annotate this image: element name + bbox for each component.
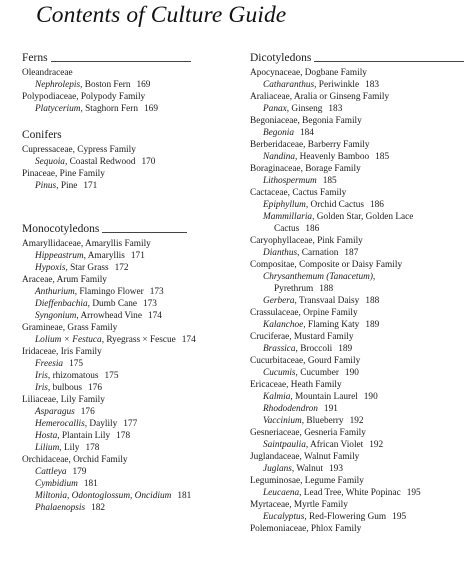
section-heading xyxy=(22,222,240,236)
family-name: Cactaceae, Cactus Family xyxy=(250,188,347,198)
page-number: 173 xyxy=(149,287,164,297)
toc-entry[interactable] xyxy=(22,382,240,394)
toc-entry[interactable] xyxy=(22,79,240,91)
page-number: 184 xyxy=(299,128,314,138)
scientific-name: Hosta xyxy=(35,431,58,441)
page-number: 172 xyxy=(114,263,129,273)
family-name: Araliaceae, Aralia or Ginseng Family xyxy=(250,92,390,102)
common-name: , Blueberry xyxy=(301,416,344,426)
scientific-name: Phalaenopsis xyxy=(35,503,86,513)
toc-entry[interactable] xyxy=(250,403,472,415)
common-name: , Plantain Lily xyxy=(57,431,111,441)
scientific-name: Lolium × Festuca xyxy=(35,335,102,345)
common-name: , Staghorn Fern xyxy=(80,104,139,114)
scientific-name: Saintpaulia xyxy=(263,440,306,450)
toc-entry[interactable] xyxy=(22,262,240,274)
page-number: 186 xyxy=(369,200,384,210)
toc-entry[interactable] xyxy=(22,358,240,370)
toc-entry[interactable] xyxy=(250,343,472,355)
toc-entry[interactable] xyxy=(22,430,240,442)
scientific-name: Kalmia xyxy=(263,392,291,402)
toc-section xyxy=(250,51,472,535)
right-column xyxy=(250,51,472,535)
common-name: , Walnut xyxy=(291,464,324,474)
family-name: Araceae, Arum Family xyxy=(22,275,107,285)
family-name: Cucurbitaceae, Gourd Family xyxy=(250,356,361,366)
toc-section xyxy=(22,128,240,192)
scientific-name: Pinus xyxy=(35,181,57,191)
toc-entry[interactable] xyxy=(22,502,240,514)
toc-entry[interactable] xyxy=(250,415,472,427)
page-number: 181 xyxy=(83,479,98,489)
family-name: Gesneriaceae, Gesneria Family xyxy=(250,428,366,438)
toc-entry[interactable] xyxy=(22,478,240,490)
common-name: Pyrethrum xyxy=(274,284,314,294)
common-name: , Transvaal Daisy xyxy=(294,296,360,306)
scientific-name: Miltonia, Odontoglossum, Oncidium xyxy=(35,491,172,501)
page-number: 174 xyxy=(147,311,162,321)
toc-entry[interactable] xyxy=(22,466,240,478)
toc-entry[interactable] xyxy=(22,334,240,346)
section-heading-label: Monocotyledons xyxy=(22,223,100,235)
toc-entry[interactable] xyxy=(22,442,240,454)
scientific-name: Cattleya xyxy=(35,467,67,477)
common-name: , Coastal Redwood xyxy=(64,157,136,167)
common-name: , Flamingo Flower xyxy=(74,287,144,297)
toc-section xyxy=(22,222,240,514)
toc-entry[interactable] xyxy=(250,211,472,223)
page-number: 189 xyxy=(365,320,380,330)
page-number: 177 xyxy=(123,419,138,429)
family-name: Ericaceae, Heath Family xyxy=(250,380,342,390)
toc-entry[interactable] xyxy=(250,151,472,163)
page-number: 189 xyxy=(338,344,353,354)
common-name: , Golden Star, Golden Lace xyxy=(312,212,414,222)
common-name: , Lily xyxy=(59,443,80,453)
page-number: 186 xyxy=(305,224,320,234)
toc-entry[interactable] xyxy=(250,79,472,91)
scientific-name: Hippeastrum xyxy=(35,251,84,261)
toc-entry[interactable] xyxy=(250,199,472,211)
common-name: , Red-Flowering Gum xyxy=(304,512,387,522)
toc-entry[interactable] xyxy=(22,418,240,430)
common-name: , Carnation xyxy=(297,248,339,258)
toc-entry[interactable] xyxy=(22,298,240,310)
page-number: 187 xyxy=(344,248,359,258)
scientific-name: Cymbidium xyxy=(35,479,78,489)
toc-entry[interactable] xyxy=(22,370,240,382)
family-name: Polypodiaceae, Polypody Family xyxy=(22,92,146,102)
page-number: 195 xyxy=(406,488,421,498)
scientific-name: Syngonium xyxy=(35,311,77,321)
common-name: , Boston Fern xyxy=(80,80,131,90)
page-number: 176 xyxy=(88,383,102,393)
page-number: 171 xyxy=(83,181,98,191)
page-number: 178 xyxy=(116,431,131,441)
scientific-name: Eucalyptus xyxy=(263,512,305,522)
family-name: Iridaceae, Iris Family xyxy=(22,347,102,357)
common-name: , Mountain Laurel xyxy=(290,392,358,402)
page-number: 192 xyxy=(349,416,364,426)
toc-entry[interactable] xyxy=(250,223,472,235)
family-name: Begoniaceae, Begonia Family xyxy=(250,116,362,126)
page-number: 188 xyxy=(365,296,380,306)
scientific-name: Lilium xyxy=(35,443,60,453)
common-name: , Lead Tree, White Popinac xyxy=(299,488,401,498)
page-number: 171 xyxy=(130,251,145,261)
scientific-name: Freesia xyxy=(35,359,64,369)
page-number: 181 xyxy=(177,491,192,501)
family-name: Oleandraceae xyxy=(22,68,73,78)
common-name: , Ginseng xyxy=(286,104,323,114)
toc-entry[interactable] xyxy=(250,103,472,115)
scientific-name: Rhododendron xyxy=(263,404,318,414)
toc-entry[interactable] xyxy=(250,283,472,295)
section-heading-label: Ferns xyxy=(22,52,48,64)
toc-entry[interactable] xyxy=(22,250,240,262)
toc-entry[interactable] xyxy=(22,156,240,168)
page-number: 174 xyxy=(181,335,196,345)
toc-entry[interactable] xyxy=(22,286,240,298)
page-number: 192 xyxy=(369,440,384,450)
heading-rule xyxy=(51,61,191,62)
page-number: 169 xyxy=(144,104,158,114)
toc-entry[interactable] xyxy=(22,180,240,192)
page-number: 185 xyxy=(322,176,337,186)
family-name: Boraginaceae, Borage Family xyxy=(250,164,361,174)
toc-section xyxy=(22,51,240,115)
page-number: 193 xyxy=(329,464,343,474)
scientific-name: Brassica xyxy=(263,344,296,354)
page-number: 185 xyxy=(375,152,390,162)
scientific-name: Epiphyllum xyxy=(263,200,306,210)
page-number: 175 xyxy=(69,359,84,369)
page-number: 183 xyxy=(328,104,343,114)
toc-entry[interactable] xyxy=(250,271,472,283)
page-number: 179 xyxy=(72,467,87,477)
heading-rule xyxy=(314,61,464,62)
scientific-name: Leucaena xyxy=(263,488,300,498)
scientific-name: Begonia xyxy=(263,128,294,138)
scientific-name: Hypoxis xyxy=(35,263,66,273)
common-name: , Cucumber xyxy=(295,368,339,378)
page-title: Contents of Culture Guide xyxy=(36,2,287,28)
toc-entry[interactable] xyxy=(250,367,472,379)
scientific-name: Anthurium xyxy=(35,287,75,297)
common-name: , Periwinkle xyxy=(314,80,360,90)
page-number: 170 xyxy=(141,157,156,167)
common-name: , Ryegrass × Fescue xyxy=(101,335,176,345)
family-name: Compositae, Composite or Daisy Family xyxy=(250,260,403,270)
page-number: 191 xyxy=(323,404,338,414)
common-name: , Flaming Katy xyxy=(303,320,360,330)
scientific-name: Panax xyxy=(263,104,287,114)
section-heading xyxy=(22,51,240,65)
page-number: 190 xyxy=(363,392,378,402)
common-name: , Dumb Cane xyxy=(87,299,137,309)
scientific-name: Gerbera xyxy=(263,296,295,306)
common-name: , Pine xyxy=(56,181,78,191)
family-name: Crassulaceae, Orpine Family xyxy=(250,308,358,318)
common-name: , rhizomatous xyxy=(47,371,99,381)
scientific-name: Catharanthus xyxy=(263,80,315,90)
scientific-name: Platycerium xyxy=(35,104,81,114)
family-name: Amaryllidaceae, Amaryllis Family xyxy=(22,239,151,249)
common-name: , Orchid Cactus xyxy=(305,200,364,210)
family-name: Gramineae, Grass Family xyxy=(22,323,118,333)
page-number: 175 xyxy=(104,371,119,381)
page-number: 178 xyxy=(85,443,100,453)
toc-entry[interactable] xyxy=(250,319,472,331)
toc-entry[interactable] xyxy=(250,127,472,139)
scientific-name: Dieffenbachia xyxy=(35,299,88,309)
scientific-name: Chrysanthemum (Tanacetum), xyxy=(263,272,376,282)
toc-entry[interactable] xyxy=(250,175,472,187)
family-name: Apocynaceae, Dogbane Family xyxy=(250,68,367,78)
common-name: , Heavenly Bamboo xyxy=(295,152,370,162)
left-column xyxy=(22,51,240,514)
page-number: 183 xyxy=(365,80,380,90)
section-heading xyxy=(22,128,240,142)
toc-entry[interactable] xyxy=(250,487,472,499)
page-number: 173 xyxy=(143,299,157,309)
scientific-name: Hemerocallis xyxy=(35,419,85,429)
common-name: , Amaryllis xyxy=(83,251,125,261)
toc-entry[interactable] xyxy=(250,463,472,475)
scientific-name: Mammillaria xyxy=(263,212,313,222)
common-name: , bulbous xyxy=(47,383,83,393)
section-heading-label: Conifers xyxy=(22,129,62,141)
scientific-name: Lithospermum xyxy=(263,176,317,186)
heading-rule xyxy=(102,232,187,233)
toc-entry[interactable] xyxy=(22,103,240,115)
section-heading xyxy=(250,51,472,65)
toc-entry[interactable] xyxy=(22,406,240,418)
family-name: Cruciferae, Mustard Family xyxy=(250,332,354,342)
family-name: Polemoniaceae, Phlox Family xyxy=(250,524,362,534)
toc-entry[interactable] xyxy=(250,247,472,259)
scientific-name: Iris xyxy=(35,371,48,381)
scientific-name: Vaccinium xyxy=(263,416,302,426)
scientific-name: Dianthus xyxy=(263,248,298,258)
family-name: Leguminosae, Legume Family xyxy=(250,476,364,486)
common-name: , Star Grass xyxy=(65,263,109,273)
toc-entry[interactable] xyxy=(250,511,472,523)
page-number: 190 xyxy=(344,368,359,378)
family-name: Orchidaceae, Orchid Family xyxy=(22,455,128,465)
family-name: Caryophyllaceae, Pink Family xyxy=(250,236,363,246)
page-number: 195 xyxy=(392,512,407,522)
scientific-name: Sequoia xyxy=(35,157,65,167)
family-name: Berberidaceae, Barberry Family xyxy=(250,140,370,150)
scientific-name: Nandina xyxy=(263,152,296,162)
family-name: Pinaceae, Pine Family xyxy=(22,169,105,179)
scientific-name: Iris xyxy=(35,383,48,393)
toc-entry[interactable] xyxy=(22,490,240,502)
page-number: 182 xyxy=(91,503,106,513)
toc-entry[interactable] xyxy=(250,391,472,403)
page-number: 169 xyxy=(136,80,151,90)
common-name: Cactus xyxy=(274,224,300,234)
family-name: Cupressaceae, Cypress Family xyxy=(22,145,136,155)
family-name: Juglandaceae, Walnut Family xyxy=(250,452,360,462)
common-name: , African Violet xyxy=(305,440,364,450)
common-name: , Broccoli xyxy=(295,344,333,354)
scientific-name: Kalanchoe xyxy=(263,320,304,330)
toc-entry[interactable] xyxy=(250,439,472,451)
scientific-name: Cucumis xyxy=(263,368,296,378)
scientific-name: Juglans xyxy=(263,464,292,474)
page-number: 176 xyxy=(80,407,95,417)
common-name: , Daylily xyxy=(84,419,118,429)
common-name: , Arrowhead Vine xyxy=(76,311,142,321)
family-name: Liliaceae, Lily Family xyxy=(22,395,105,405)
scientific-name: Asparagus xyxy=(35,407,75,417)
section-heading-label: Dicotyledons xyxy=(250,52,312,64)
page-number: 188 xyxy=(319,284,334,294)
toc-entry[interactable] xyxy=(250,295,472,307)
family-name: Myrtaceae, Myrtle Family xyxy=(250,500,348,510)
scientific-name: Nephrolepis xyxy=(35,80,81,90)
toc-entry[interactable] xyxy=(22,310,240,322)
